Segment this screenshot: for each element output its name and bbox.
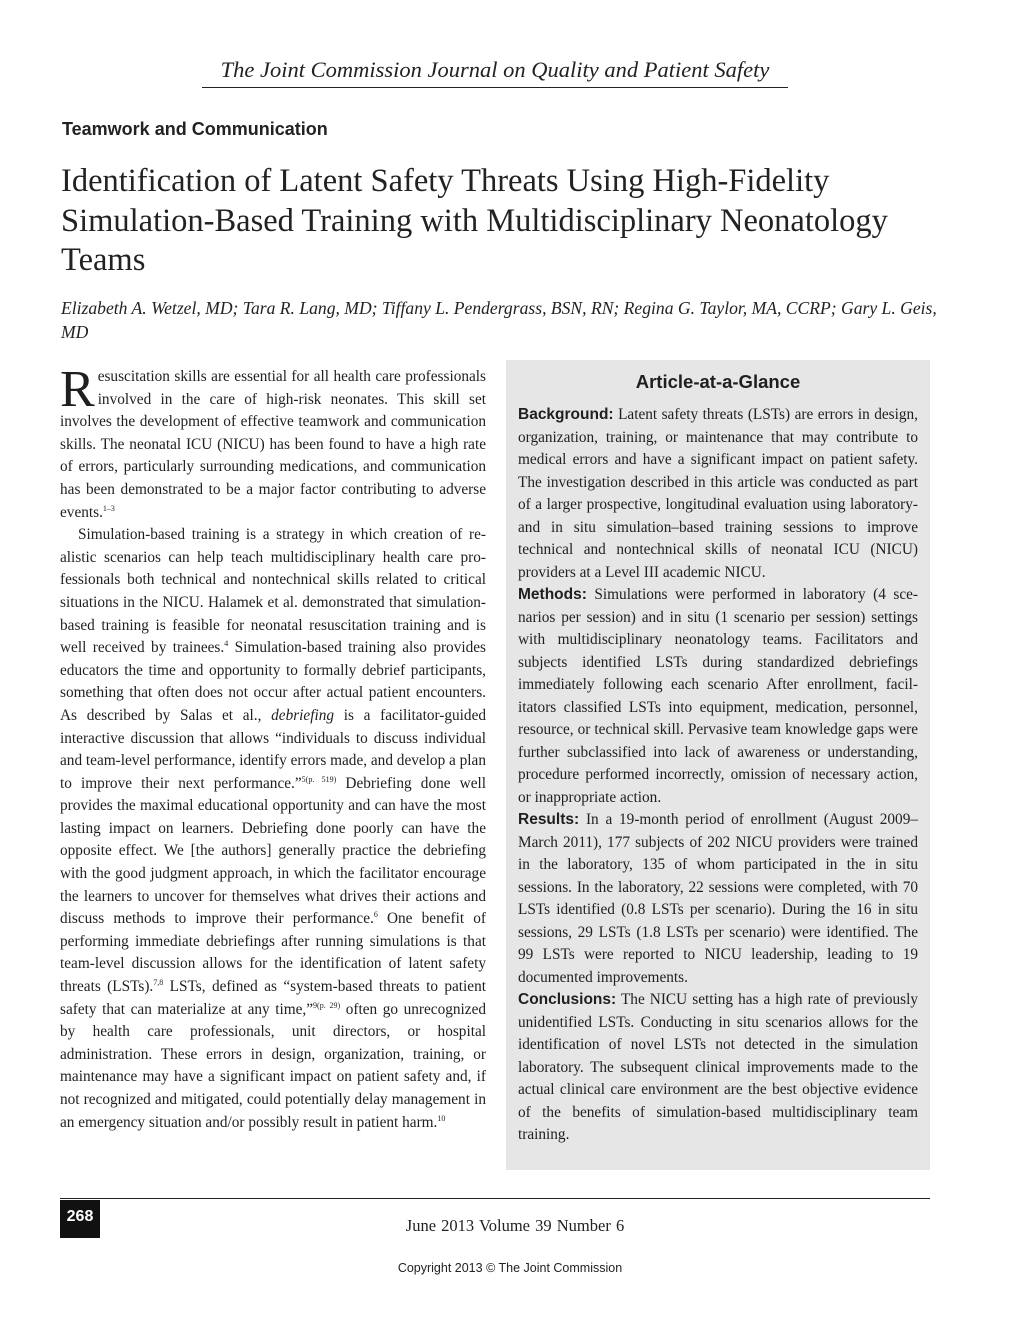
body-text: One benefit of performing immediate debriefings after running simulations is that team-level discussion allows for the identification of latent safety threats (LSTs). [60, 910, 486, 996]
issue-info: June 2013 Volume 39 Number 6 [405, 1216, 625, 1235]
reference-marker: 4 [224, 639, 229, 649]
glance-section-results [518, 809, 918, 989]
glance-section-conclusions [518, 989, 918, 1147]
section-label: Teamwork and Communication [62, 119, 328, 139]
body-text: Debriefing done well provides the maximal educational opportunity and can have the most lasting impact on learners. Debriefing done poorly can have the opposite effect. We [the authors] generally practice the debriefing with the good judgment approach, in which the facilitator encourage the learners to uncover for themselves what drives their actions and discuss methods to improve their performance. [60, 774, 487, 928]
glance-section-text: Latent safety threats (LSTs) are errors in design, organization, training, or maintenance that may contribute to medical errors and have a significant impact on patient safety. The investigation described in this article was conducted as part of a larger prospective, longitudinal evaluation using laboratory- and in situ simulation–based training sessions to improve technical and nontechnical skills of neonatal ICU (NICU) providers at a Level III academic NICU. [518, 406, 918, 581]
reference-marker: 6 [373, 910, 378, 920]
reference-marker: 1–3 [102, 503, 115, 513]
article-title: Identification of Latent Safety Threats Using High-Fidelity Simulation-Based Training with Multidisciplinary Neonatology Teams [61, 163, 888, 278]
glance-section-label: Conclusions: [518, 991, 617, 1008]
glance-section-label: Methods: [518, 586, 587, 603]
reference-marker: 5(p. 519) [301, 774, 337, 784]
body-paragraph [60, 524, 486, 1134]
author-list: Elizabeth A. Wetzel, MD; Tara R. Lang, MD; Tiffany L. Pendergrass, BSN, RN; Regina G. Taylor, MA, CCRP; Gary L. Geis, MD [61, 298, 937, 342]
reference-marker: 10 [437, 1113, 446, 1123]
glance-section-text: The NICU setting has a high rate of previously unidentified LSTs. Conducting in situ scenarios allows for the identification of novel LSTs not detected in the simulation laboratory. The subsequent clinical improvements made to the actual clinical care environment are the best objective evidence of the benefits of simulation-based multidisciplinary team training. [518, 991, 918, 1143]
drop-cap: R [60, 361, 95, 418]
glance-section-background [518, 404, 918, 584]
body-text: Simulation-based training is a strategy in which creation of realistic scenarios can help teach multidisciplinary health care professionals both technical and nontechnical skills related to critical situations in the NICU. Halamek et al. demonstrated that simulation-based training is feasible for neonatal resuscitation training and is well received by trainees. [60, 526, 486, 657]
page-number: 268 [60, 1200, 100, 1238]
glance-section-label: Background: [518, 406, 614, 423]
body-text: often go unrecognized by health care professionals, unit directors, or hospital administration. These errors in design, organization, training, or maintenance may have a significant impact on patient safety and, if not recognized and mitigated, could potentially delay management in an emergency situation and/or possibly result in patient harm. [60, 1000, 487, 1131]
glance-title: Article-at-a-Glance [635, 371, 801, 392]
body-text: is a facilitator-guided interactive discussion that allows “individuals to discuss individual and team-level performance, identify errors made, and develop a plan to improve their next performance.” [60, 706, 487, 792]
footer-rule [60, 1198, 930, 1199]
body-text: Simulation-based training also provides educators the time and opportunity to formally debrief participants, something that often does not occur after actual patient encounters. As described by Salas et al., [60, 639, 486, 724]
body-text: esuscitation skills are essential for all health care professionals involved in the care of high-risk neonates. This skill set involves the development of effective teamwork and communication skills. The neonatal ICU (NICU) has been found to have a high rate of errors, particularly surrounding medications, and communication has been demonstrated to be a major factor contributing to adverse events. [60, 368, 486, 521]
reference-marker: 9(p. 29) [313, 1000, 341, 1010]
reference-marker: 7,8 [153, 978, 164, 988]
glance-section-label: Results: [518, 811, 580, 828]
glance-section-text: Simulations were performed in laboratory (4 scenarios per session) and in situ (1 scenario per session) settings with multidisciplinary neonatology teams. Facilitators and subjects identified LSTs during standardized debriefings immediately following each scenario After enrollment, facilitators classified LSTs into equipment, medication, personnel, resource, or technical skill. Pervasive team knowledge gaps were further subclassified into lack of awareness or understanding, procedure performed incorrectly, omission of necessary action, or inappropriate action. [518, 586, 919, 806]
emphasized-term: debriefing [271, 706, 335, 724]
journal-header: The Joint Commission Journal on Quality and Patient Safety [202, 54, 788, 88]
article-at-a-glance-box [506, 360, 930, 1170]
copyright-notice: Copyright 2013 © The Joint Commission [397, 1261, 623, 1275]
body-text: LSTs, defined as “system-based threats to patient safety that can materialize at any time,” [60, 978, 486, 1018]
body-paragraph [60, 361, 486, 524]
body-column [60, 361, 487, 1134]
glance-section-text: In a 19-month period of enrollment (August 2009–March 2011), 177 subjects of 202 NICU providers were trained in the laboratory, 135 of whom participated in the in situ sessions. In the laboratory, 22 sessions were completed, with 70 LSTs identified (0.8 LSTs per scenario). During the 16 in situ sessions, 29 LSTs (1.8 LSTs per scenario) were identified. The 99 LSTs were reported to NICU leadership, leading to 19 documented improvements. [518, 811, 919, 986]
glance-section-methods [518, 584, 918, 809]
